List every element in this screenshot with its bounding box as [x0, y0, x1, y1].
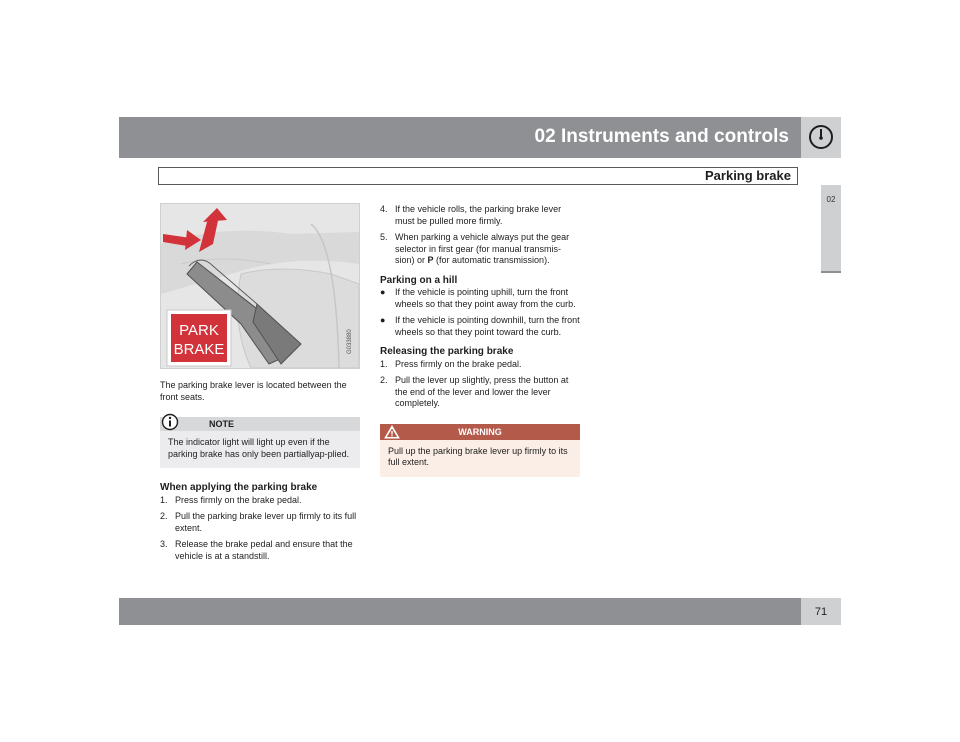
parking-brake-lever-image	[161, 204, 359, 368]
side-tab-divider	[821, 271, 841, 273]
left-column	[160, 380, 365, 567]
gauge-icon	[808, 124, 834, 150]
note-label: NOTE	[209, 419, 235, 429]
warning-text: Pull up the parking brake lever up firmly to its full extent.	[380, 440, 580, 477]
hill-heading: Parking on a hill	[380, 274, 458, 286]
releasing-heading: Releasing the parking brake	[380, 346, 514, 357]
info-icon	[161, 413, 179, 431]
list-item: ● If the vehicle is pointing uphill, turn the front wheels so that they point away from the curb.	[380, 287, 576, 309]
list-item: 1. Press firmly on the brake pedal.	[160, 494, 302, 505]
note-text: The indicator light will light up even if the parking brake has only been partiallyap-plied.	[160, 431, 360, 468]
list-item: 2. Pull the parking brake lever up firmly to its full extent.	[160, 511, 357, 533]
applying-heading: When applying the parking brake	[160, 482, 318, 493]
chapter-icon-box	[801, 117, 841, 158]
list-item: 4. If the vehicle rolls, the parking brake lever must be pulled more firmly.	[380, 204, 562, 226]
parking-brake-illustration	[160, 203, 360, 369]
footer-bar	[119, 598, 801, 625]
page-number: 71	[814, 606, 828, 618]
note-box	[160, 417, 360, 468]
list-item: 2. Pull the lever up slightly, press the button at the end of the lever and lower the lever completely.	[380, 375, 569, 408]
list-item: ● If the vehicle is pointing downhill, turn the front wheels so that they point toward the curb.	[380, 315, 580, 337]
page-number-box	[801, 598, 841, 625]
list-item: 1. Press firmly on the brake pedal.	[380, 358, 522, 369]
section-title: Parking brake	[705, 168, 791, 183]
note-header	[160, 417, 360, 431]
intro-text: The parking brake lever is located between the front seats.	[160, 380, 347, 402]
warning-header	[380, 424, 580, 440]
warning-label: WARNING	[458, 426, 502, 437]
warning-box	[380, 424, 580, 477]
chapter-header-bar	[119, 117, 801, 158]
figure-code: G033880	[347, 329, 353, 354]
right-column	[380, 204, 580, 477]
section-header	[158, 167, 798, 185]
park-brake-label-line2: BRAKE	[173, 341, 225, 358]
chapter-side-tab	[821, 185, 841, 271]
list-item: 5. When parking a vehicle always put the gear selector in first gear (for manual transmis-sion) or P (for automatic transmission).	[380, 232, 570, 265]
side-tab-label: 02	[826, 195, 836, 204]
chapter-title: 02 Instruments and controls	[534, 126, 789, 147]
list-item: 3. Release the brake pedal and ensure that the vehicle is at a standstill.	[160, 539, 353, 561]
park-brake-label-line1: PARK	[179, 322, 219, 339]
